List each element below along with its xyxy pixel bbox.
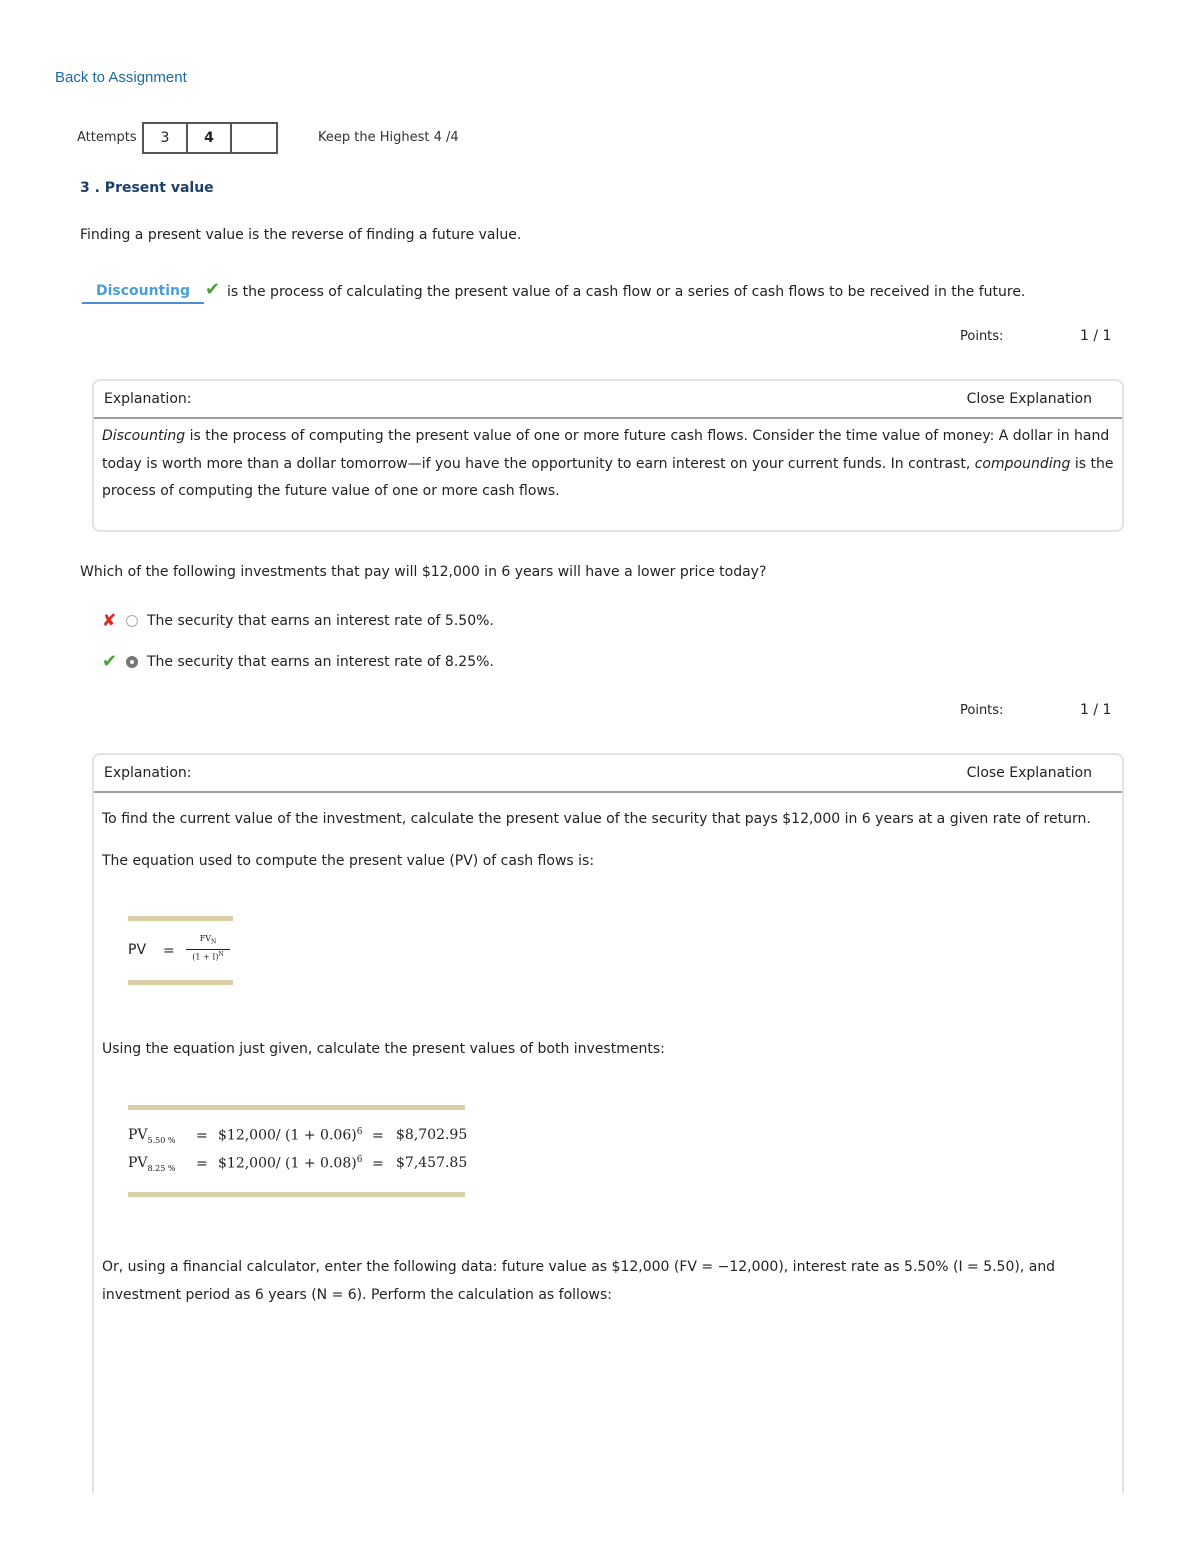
calc-row-1-lhs: $PV_{5.50 \%}$: [128, 1127, 176, 1145]
attempt-selector: [142, 122, 278, 154]
radio-option-1[interactable]: [126, 615, 138, 627]
calc-row-1-expression: $12,000/ $(1 + 0.06)^6$: [218, 1127, 363, 1144]
points-label: Points:: [960, 329, 1004, 344]
formula-fraction: [186, 934, 230, 962]
option-1-label: The security that earns an interest rate of 5.50%.: [147, 613, 494, 629]
explanation2-p3: Using the equation just given, calculate the present values of both investments:: [102, 1041, 665, 1057]
formula-numerator-sub: N: [211, 938, 217, 946]
close-explanation-link[interactable]: Close Explanation: [966, 391, 1092, 407]
blank-sentence-text: is the process of calculating the present value of a cash flow or a series of cash flows to be received in the future.: [227, 284, 1026, 300]
points-value-2: 1 / 1: [1080, 702, 1112, 718]
radio-option-2[interactable]: [126, 656, 138, 668]
calc-row-2-result: $7,457.85: [396, 1155, 468, 1171]
formula-equals: =: [163, 943, 175, 959]
keep-highest-text: Keep the Highest 4 /4: [318, 130, 459, 145]
question-title: 3 . Present value: [80, 180, 214, 196]
explanation-body: [102, 428, 1113, 499]
option-2-label: The security that earns an interest rate of 8.25%.: [147, 653, 494, 670]
back-to-assignment-link[interactable]: Back to Assignment: [55, 69, 187, 86]
formula-bottom-rule: [128, 980, 233, 985]
attempt-box-1[interactable]: 3: [144, 124, 188, 152]
calc-bottom-rule: [128, 1192, 465, 1197]
explanation2-p2: The equation used to compute the present value (PV) of cash flows is:: [102, 853, 595, 869]
incorrect-x-icon: ✘: [102, 611, 117, 631]
calc-top-rule: [128, 1105, 465, 1110]
points-label-2: Points:: [960, 703, 1004, 718]
formula-lhs: PV: [128, 942, 147, 958]
explanation-header: Explanation:: [104, 765, 192, 781]
explanation2-p4: Or, using a financial calculator, enter the following data: future value as $12,000 (FV = −12,000), interest rate as 5.50% (I = 5.50), and investment period as 6 years (N = 6). Perform the calculation as follows:: [102, 1259, 1056, 1303]
attempts-label: Attempts: [77, 130, 137, 145]
check-icon: ✔: [205, 279, 221, 300]
calc-row-2-equals: =: [196, 1156, 208, 1172]
close-explanation-link[interactable]: Close Explanation: [966, 765, 1092, 781]
term-compounding: compounding: [974, 455, 1071, 472]
attempt-box-2[interactable]: 4: [188, 124, 232, 152]
explanation-header: Explanation:: [104, 391, 192, 407]
calc-row-2-lhs: $PV_{8.25 \%}$: [128, 1155, 176, 1173]
formula-denominator: (1 + I): [192, 952, 219, 962]
option-1[interactable]: [102, 611, 494, 631]
explanation-text-end: is the process of computing the future value of one or more cash flows.: [102, 455, 1114, 499]
calc-row-1-equals: =: [196, 1128, 208, 1144]
question2-prompt: Which of the following investments that pay will $12,000 in 6 years will have a lower price today?: [80, 564, 767, 580]
option-2[interactable]: [102, 651, 494, 672]
formula-top-rule: [128, 916, 233, 921]
explanation-panel-1: [92, 379, 1124, 532]
term-discounting: Discounting: [102, 428, 186, 444]
attempt-box-3[interactable]: [232, 124, 276, 152]
formula-denominator-sup: N: [218, 950, 224, 958]
explanation-text: is the process of computing the present value of one or more future cash flows. Consider the time value of money: A dollar in hand today is worth more than a dollar tomorrow—if you have the opportunity to earn interest on your current funds. In contrast,: [102, 428, 1110, 472]
calc-row-1-equals-2: =: [372, 1128, 384, 1144]
explanation2-p1: To find the current value of the investment, calculate the present value of the security that pays $12,000 in 6 years at a given rate of return.: [102, 811, 1091, 827]
fill-in-blank-answer[interactable]: Discounting: [82, 283, 204, 304]
question-intro: Finding a present value is the reverse of finding a future value.: [80, 227, 522, 243]
calc-row-2-expression: $12,000/ $(1 + 0.08)^6$: [218, 1155, 363, 1172]
calc-row-2-equals-2: =: [372, 1156, 384, 1172]
formula-numerator: FV: [199, 934, 212, 943]
calc-row-1-result: $8,702.95: [396, 1127, 468, 1143]
points-value: 1 / 1: [1080, 328, 1112, 344]
check-icon: ✔: [102, 651, 118, 672]
